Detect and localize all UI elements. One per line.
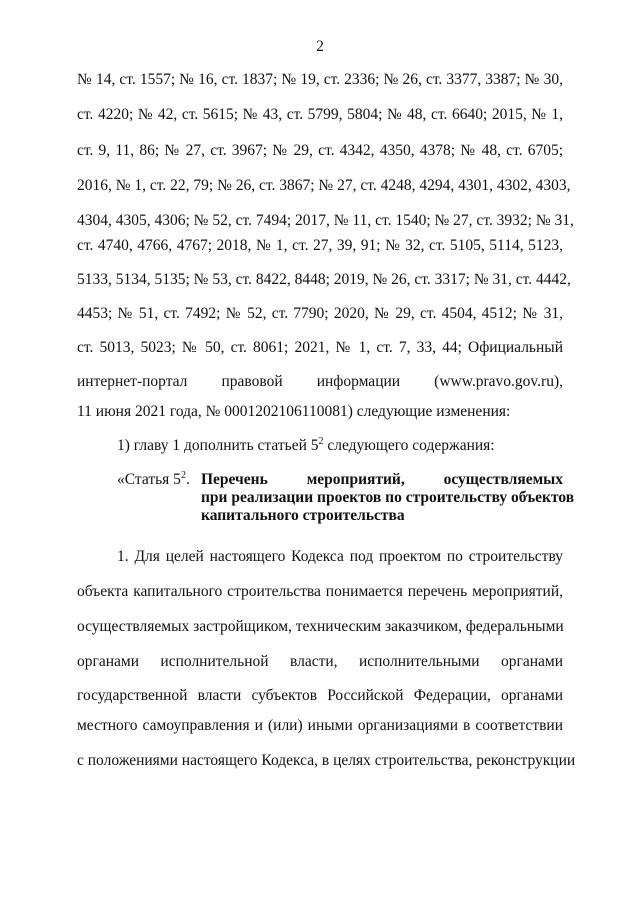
intro-line: 4304, 4305, 4306; № 52, ст. 7494; 2017, № 11, ст. 1540; № 27, ст. 3932; № 31, [77, 212, 574, 229]
body-line: с положениями настоящего Кодекса, в целях строительства, реконструкции [77, 752, 576, 769]
item-1-text: 1) главу 1 дополнить статьей 5 [117, 437, 319, 454]
amendment-item-1 [117, 436, 563, 456]
article-label-text: «Статья 5 [117, 471, 181, 488]
intro-line: 2016, № 1, ст. 22, 79; № 26, ст. 3867; № 27, ст. 4248, 4294, 4301, 4302, 4303, [77, 177, 571, 194]
body-line: местного самоуправления и (или) иными организациями в соответствии [77, 717, 563, 734]
intro-line: интернет-портал правовой информации (www.pravo.gov.ru), [77, 373, 563, 390]
intro-line: ст. 4740, 4766, 4767; 2018, № 1, ст. 27, 39, 91; № 32, ст. 5105, 5114, 5123, [77, 237, 563, 254]
body-line: объекта капитального строительства понимается перечень мероприятий, [77, 583, 563, 600]
article-label-tail: . [185, 471, 190, 488]
intro-line: 4453; № 51, ст. 7492; № 52, ст. 7790; 2020, № 29, ст. 4504, 4512; № 31, [77, 305, 563, 322]
article-label [117, 470, 190, 490]
intro-line: № 14, ст. 1557; № 16, ст. 1837; № 19, ст. 2336; № 26, ст. 3377, 3387; № 30, [77, 71, 563, 88]
item-1-superscript: 2 [318, 436, 324, 447]
intro-line: ст. 4220; № 42, ст. 5615; № 43, ст. 5799, 5804; № 48, ст. 6640; 2015, № 1, [77, 106, 563, 123]
article-title-line: капитального строительства [201, 507, 405, 524]
intro-line: 11 июня 2021 года, № 0001202106110081) следующие изменения: [77, 403, 511, 420]
body-line: осуществляемых застройщиком, техническим заказчиком, федеральными [77, 618, 564, 635]
body-line: государственной власти субъектов Российской Федерации, органами [77, 687, 563, 704]
body-line: органами исполнительной власти, исполнительными органами [77, 653, 563, 670]
body-line: 1. Для целей настоящего Кодекса под проектом по строительству [117, 548, 563, 565]
article-title-line: при реализации проектов по строительству объектов [201, 489, 575, 506]
intro-line: ст. 5013, 5023; № 50, ст. 8061; 2021, № 1, ст. 7, 33, 44; Официальный [77, 339, 563, 356]
intro-line: ст. 9, 11, 86; № 27, ст. 3967; № 29, ст. 4342, 4350, 4378; № 48, ст. 6705; [77, 142, 563, 159]
article-label-superscript: 2 [180, 470, 186, 481]
page-number: 2 [316, 38, 324, 55]
item-1-tail: следующего содержания: [323, 437, 495, 454]
article-title-line: Перечень мероприятий, осуществляемых [201, 471, 563, 488]
intro-line: 5133, 5134, 5135; № 53, ст. 8422, 8448; 2019, № 26, ст. 3317; № 31, ст. 4442, [77, 271, 571, 288]
